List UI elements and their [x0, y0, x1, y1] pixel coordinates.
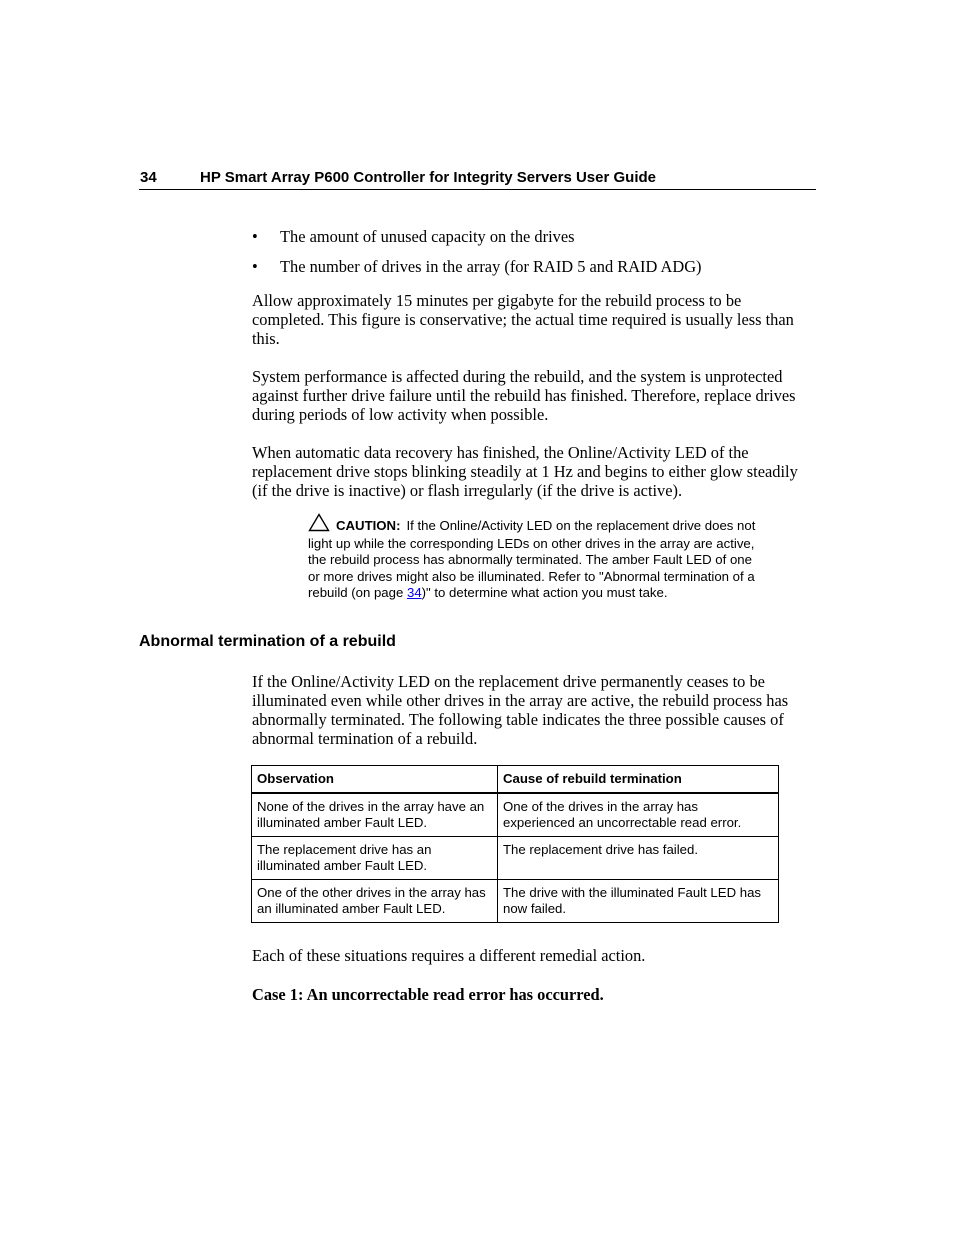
page-header — [139, 168, 816, 190]
bullet-icon: • — [252, 257, 258, 276]
table-cell: None of the drives in the array have an illuminated amber Fault LED. — [252, 793, 498, 837]
table-cell: The drive with the illuminated Fault LED has now failed. — [498, 880, 779, 923]
table-cell: One of the other drives in the array has an illuminated amber Fault LED. — [252, 880, 498, 923]
column-header-observation: Observation — [252, 766, 498, 794]
caution-text: If the Online/Activity LED on the replacement drive does not light up while the corresponding LEDs on other drives in the array are active, the rebuild process has abnormally terminated. The amber Fault LED of one or more drives might also be illuminated. Refer to "Abnormal termination of a rebuild (on page — [308, 518, 756, 600]
termination-table — [251, 765, 779, 923]
bullet-list — [252, 227, 702, 287]
page-link[interactable]: 34 — [406, 584, 422, 600]
table-row — [252, 837, 779, 880]
table-header-row — [252, 766, 779, 794]
section-heading: Abnormal termination of a rebuild — [139, 633, 396, 650]
table-cell: The replacement drive has failed. — [498, 837, 779, 880]
table-cell: One of the drives in the array has experienced an uncorrectable read error. — [498, 793, 779, 837]
caution-label: CAUTION: — [336, 518, 401, 533]
page-number: 34 — [140, 169, 157, 186]
section-intro: If the Online/Activity LED on the replacement drive permanently ceases to be illuminated even while other drives in the array are active, the rebuild process has abnormally terminated. The following table indicates the three possible causes of abnormal termination of a rebuild. — [252, 672, 789, 748]
paragraph-recovery-finished: When automatic data recovery has finished, the Online/Activity LED of the replacement drive stops blinking steadily at 1 Hz and begins to either glow steadily (if the drive is inactive) or flash irregularly (if the drive is active). — [252, 443, 798, 500]
caution-note — [308, 513, 758, 601]
list-item: • The amount of unused capacity on the drives — [252, 227, 575, 246]
bullet-icon: • — [252, 227, 258, 246]
warning-triangle-icon — [308, 513, 330, 536]
paragraph-performance: System performance is affected during the rebuild, and the system is unprotected against further drive failure until the rebuild has finished. Therefore, replace drives during periods of low activity when possible. — [252, 367, 796, 424]
paragraph-rebuild-time: Allow approximately 15 minutes per gigabyte for the rebuild process to be completed. This figure is conservative; the actual time required is usually less than this. — [252, 291, 794, 348]
table-row — [252, 793, 779, 837]
caution-text-end: )" to determine what action you must take. — [421, 584, 668, 600]
column-header-cause: Cause of rebuild termination — [498, 766, 779, 794]
case-heading: Case 1: An uncorrectable read error has occurred. — [252, 985, 604, 1004]
paragraph-remedial: Each of these situations requires a different remedial action. — [252, 946, 646, 965]
list-item: • The number of drives in the array (for RAID 5 and RAID ADG) — [252, 257, 702, 276]
table-row — [252, 880, 779, 923]
table-cell: The replacement drive has an illuminated amber Fault LED. — [252, 837, 498, 880]
document-title: HP Smart Array P600 Controller for Integrity Servers User Guide — [200, 169, 656, 186]
